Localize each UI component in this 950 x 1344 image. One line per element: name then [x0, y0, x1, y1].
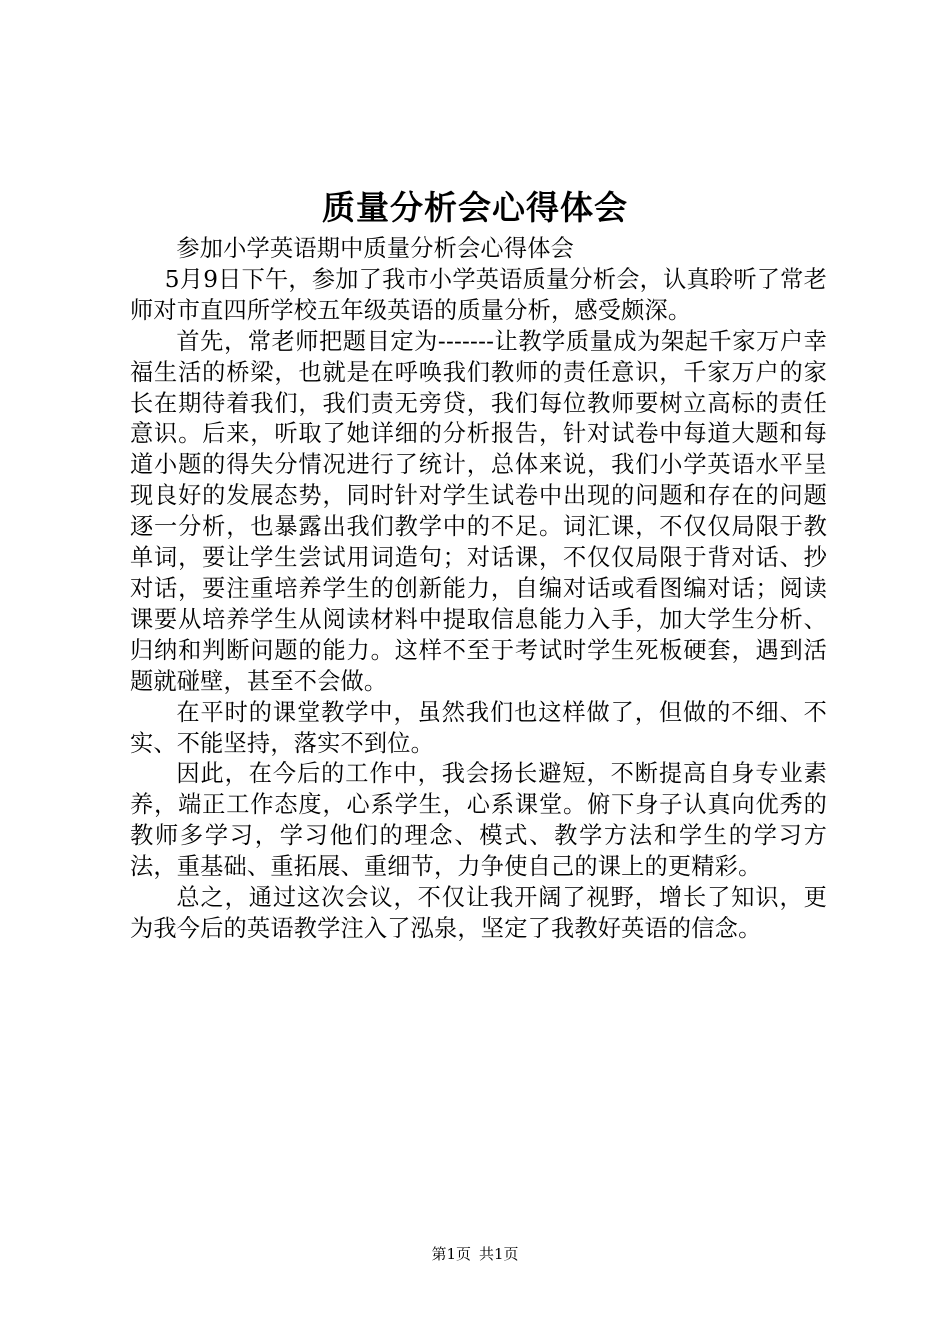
page-footer: [0, 1244, 950, 1264]
paragraph-practice: 在平时的课堂教学中，虽然我们也这样做了，但做的不细、不实、不能坚持，落实不到位。: [130, 698, 827, 757]
page-count: 共1页: [479, 1245, 519, 1263]
paragraph-intro: 5月9日下午，参加了我市小学英语质量分析会，认真聆听了常老师对市直四所学校五年级英语的质量分析，感受颇深。: [130, 265, 827, 324]
paragraph-plan: 因此，在今后的工作中，我会扬长避短，不断提高自身专业素养，端正工作态度，心系学生，心系课堂。俯下身子认真向优秀的教师多学习，学习他们的理念、模式、教学方法和学生的学习方法，重基础、重拓展、重细节，力争使自己的课上的更精彩。: [130, 760, 827, 881]
document-body: [130, 234, 827, 945]
page-number: 第1页: [431, 1245, 471, 1263]
paragraph-subtitle: 参加小学英语期中质量分析会心得体会: [176, 235, 574, 262]
paragraph-first: 首先，常老师把题目定为-------让教学质量成为架起千家万户幸福生活的桥梁，也就是在呼唤我们教师的责任意识，千家万户的家长在期待着我们，我们责无旁贷，我们每位教师要树立高标的责任意识。后来，听取了她详细的分析报告，针对试卷中每道大题和每道小题的得失分情况进行了统计，总体来说，我们小学英语水平呈现良好的发展态势，同时针对学生试卷中出现的问题和存在的问题逐一分析，也暴露出我们教学中的不足。词汇课，不仅仅局限于教单词，要让学生尝试用词造句；对话课，不仅仅局限于背对话、抄对话，要注重培养学生的创新能力，自编对话或看图编对话；阅读课要从培养学生从阅读材料中提取信息能力入手，加大学生分析、归纳和判断问题的能力。这样不至于考试时学生死板硬套，遇到活题就碰壁，甚至不会做。: [130, 327, 827, 695]
paragraph-conclusion: 总之，通过这次会议，不仅让我开阔了视野，增长了知识，更为我今后的英语教学注入了泓泉，坚定了我教好英语的信念。: [130, 884, 827, 942]
document-title: 质量分析会心得体会: [322, 188, 628, 227]
